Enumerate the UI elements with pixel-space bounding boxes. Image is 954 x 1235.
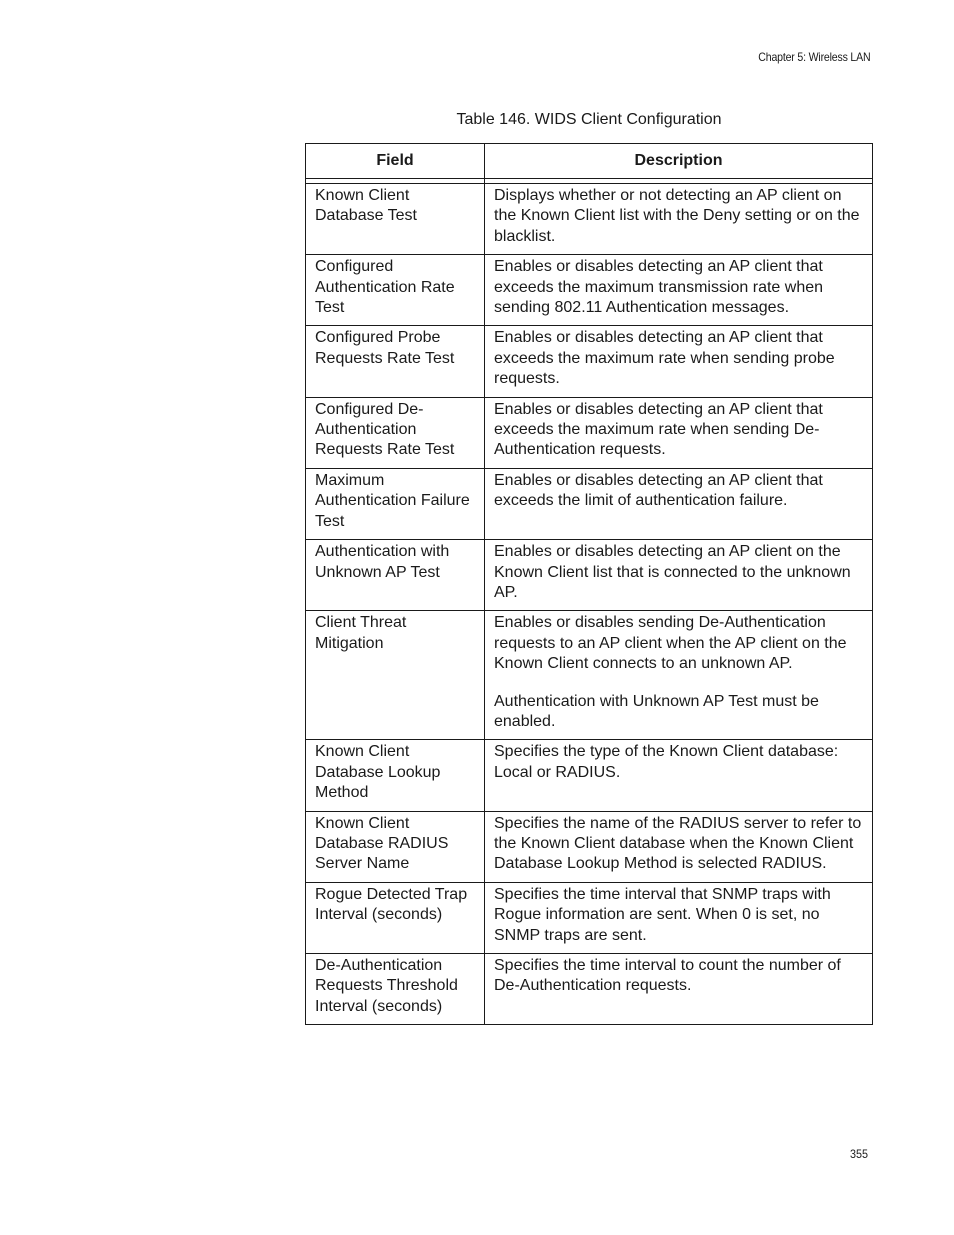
description-cell	[485, 326, 873, 397]
table-row	[306, 468, 873, 539]
field-cell: Configured Probe Requests Rate Test	[306, 326, 485, 397]
description-paragraph: Enables or disables detecting an AP client on the Known Client list that is connected to the unknown AP.	[494, 543, 851, 601]
description-paragraph: Specifies the type of the Known Client database: Local or RADIUS.	[494, 743, 839, 781]
description-paragraph: Enables or disables sending De-Authentication requests to an AP client when the AP client on the Known Client connects to an unknown AP.	[494, 614, 847, 673]
description-cell	[485, 184, 873, 255]
field-cell: Authentication with Unknown AP Test	[306, 540, 485, 611]
table-row	[306, 255, 873, 326]
field-cell: De-Authentication Requests Threshold Interval (seconds)	[306, 954, 485, 1025]
table-row	[306, 184, 873, 255]
field-cell: Rogue Detected Trap Interval (seconds)	[306, 882, 485, 953]
description-paragraph: Enables or disables detecting an AP client that exceeds the maximum rate when sending De-Authentication requests.	[494, 400, 823, 459]
field-cell: Client Threat Mitigation	[306, 611, 485, 740]
column-header-field: Field	[306, 144, 485, 179]
field-cell: Configured Authentication Rate Test	[306, 255, 485, 326]
description-cell	[485, 811, 873, 882]
running-header: Chapter 5: Wireless LAN	[757, 50, 870, 64]
description-paragraph: Specifies the name of the RADIUS server to refer to the Known Client database when the Known Client Database Lookup Method is selected RADIUS.	[494, 814, 862, 873]
description-paragraph: Authentication with Unknown AP Test must be enabled.	[494, 692, 819, 730]
table-row	[306, 740, 873, 811]
table-body	[306, 184, 873, 1025]
table-row	[306, 540, 873, 611]
table-row	[306, 954, 873, 1025]
field-cell: Configured De-Authentication Requests Rate Test	[306, 397, 485, 468]
field-cell: Known Client Database Test	[306, 184, 485, 255]
description-cell	[485, 954, 873, 1025]
table-row	[306, 811, 873, 882]
page-number: 355	[849, 1147, 868, 1161]
field-cell: Known Client Database Lookup Method	[306, 740, 485, 811]
field-cell: Maximum Authentication Failure Test	[306, 468, 485, 539]
table-header-row	[306, 144, 873, 179]
description-paragraph: Enables or disables detecting an AP client that exceeds the limit of authentication failure.	[494, 471, 823, 510]
table-row	[306, 611, 873, 740]
description-cell	[485, 882, 873, 953]
table-row	[306, 882, 873, 953]
description-cell	[485, 611, 873, 740]
description-cell	[485, 255, 873, 326]
description-cell	[485, 397, 873, 468]
description-cell	[485, 540, 873, 611]
column-header-description: Description	[485, 144, 873, 179]
description-paragraph: Specifies the time interval to count the number of De-Authentication requests.	[494, 957, 841, 995]
table-row	[306, 397, 873, 468]
description-paragraph: Specifies the time interval that SNMP traps with Rogue information are sent. When 0 is set, no SNMP traps are sent.	[494, 885, 831, 944]
description-paragraph: Enables or disables detecting an AP client that exceeds the maximum transmission rate when sending 802.11 Authentication messages.	[494, 258, 824, 317]
table-row	[306, 326, 873, 397]
wids-client-configuration-table	[305, 143, 873, 1025]
description-cell	[485, 468, 873, 539]
description-paragraph: Enables or disables detecting an AP client that exceeds the maximum rate when sending probe requests.	[494, 329, 835, 388]
field-cell: Known Client Database RADIUS Server Name	[306, 811, 485, 882]
description-paragraph: Displays whether or not detecting an AP client on the Known Client list with the Deny setting or on the blacklist.	[494, 187, 860, 245]
table-caption: Table 146. WIDS Client Configuration	[456, 111, 722, 128]
description-cell	[485, 740, 873, 811]
